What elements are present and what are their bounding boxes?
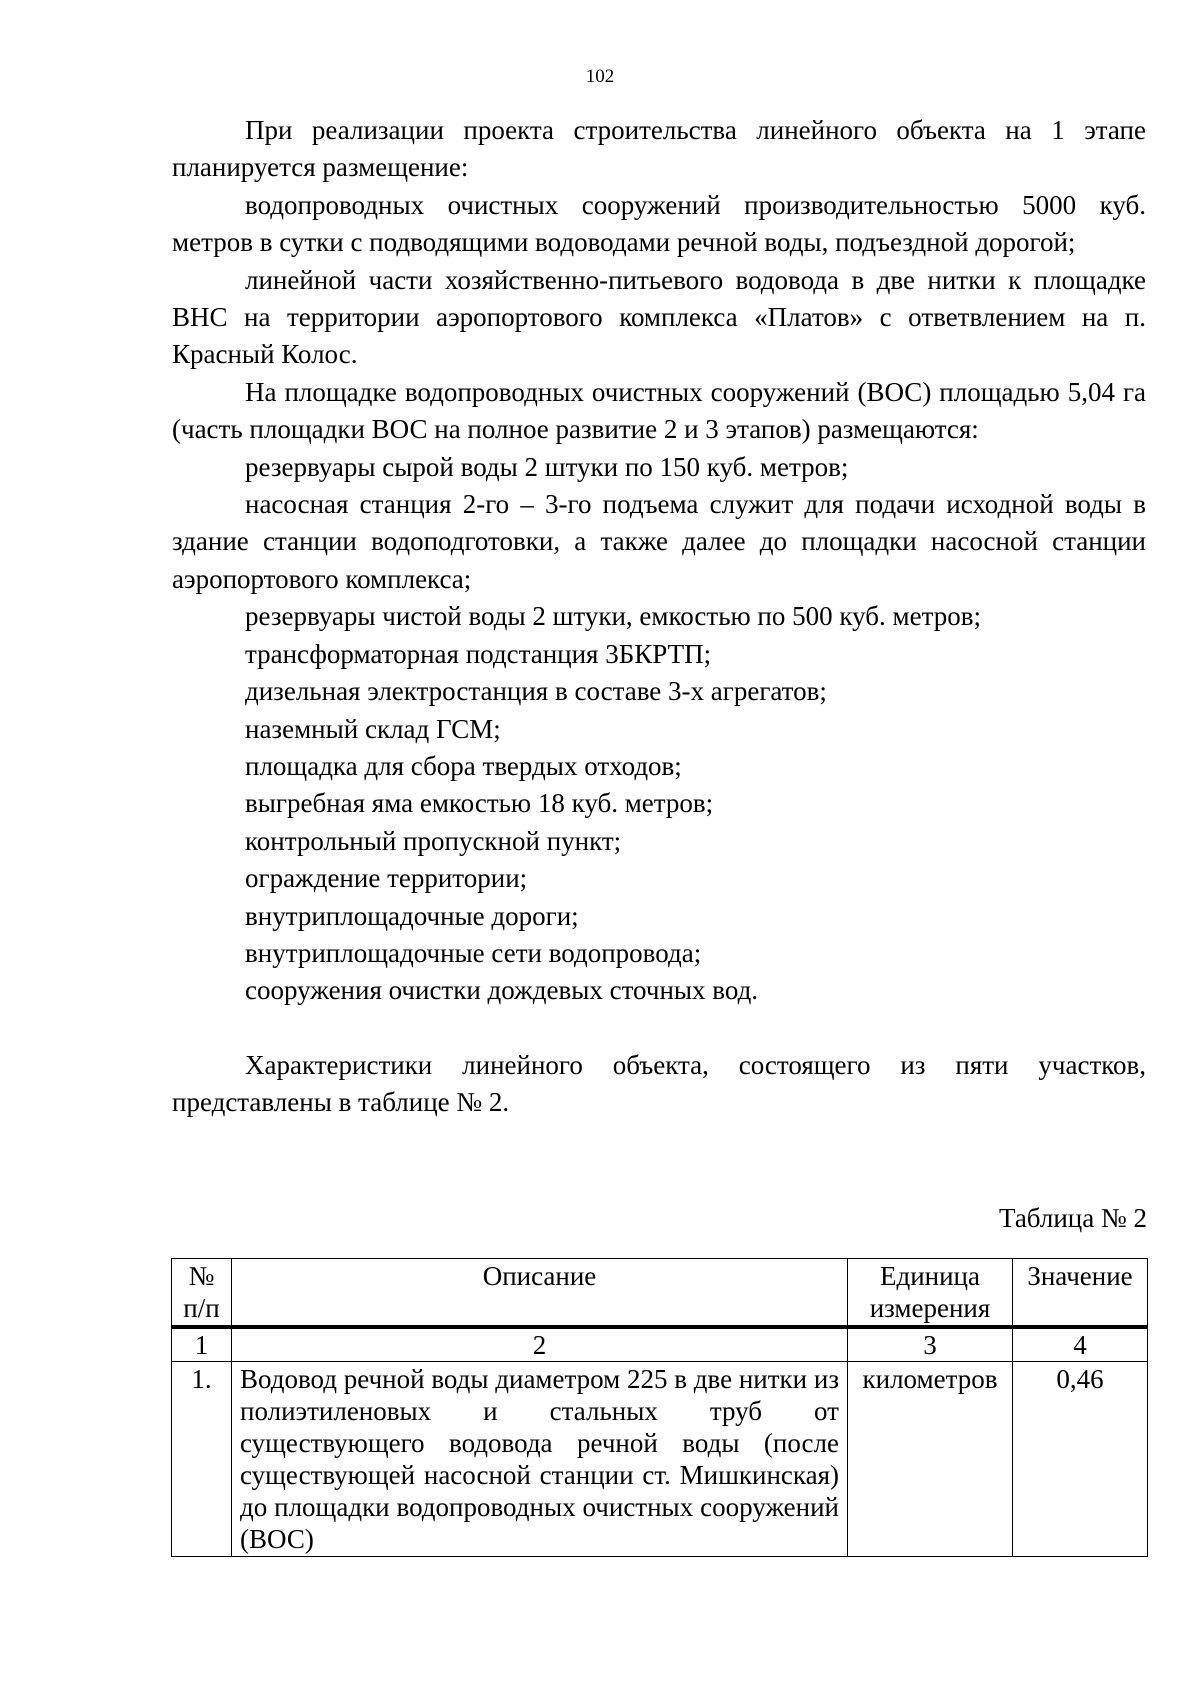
characteristics-table <box>171 1258 1148 1557</box>
column-number-row <box>172 1327 1148 1362</box>
header-unit: Единица измерения <box>848 1259 1013 1328</box>
table-caption: Таблица № 2 <box>999 1203 1147 1233</box>
header-description: Описание <box>232 1259 848 1328</box>
header-value: Значение <box>1013 1259 1148 1328</box>
page-number: 102 <box>585 66 615 87</box>
list-item: сооружения очистки дождевых сточных вод. <box>245 975 759 1006</box>
paragraph-site: На площадке водопроводных очистных сооружений (ВОС) площадью 5,04 га (часть площадки ВОС на полное развитие 2 и 3 этапов) размещаются: <box>172 376 1146 445</box>
list-item: внутриплощадочные дороги; <box>245 900 579 931</box>
column-number: 4 <box>1013 1327 1148 1362</box>
column-number: 3 <box>848 1327 1013 1362</box>
paragraph-gap <box>172 1010 1146 1047</box>
document-body <box>172 112 1146 1122</box>
paragraph-pump-station: насосная станция 2-го – 3-го подъема служит для подачи исходной воды в здание станции водоподготовки, а также далее до площадки насосной станции аэропортового комплекса; <box>172 489 1146 594</box>
list-item: площадка для сбора твердых отходов; <box>245 750 682 781</box>
paragraph-intro: При реализации проекта строительства линейного объекта на 1 этапе планируется размещение: <box>172 115 1146 183</box>
list-item: внутриплощадочные сети водопровода; <box>245 937 702 968</box>
row-description: Водовод речной воды диаметром 225 в две нитки из полиэтиленовых и стальных труб от существующего водовода речной воды (после существующей насосной станции ст. Мишкинская) до площадки водопроводных очистных сооружений (ВОС) <box>232 1362 848 1557</box>
row-value: 0,46 <box>1013 1362 1148 1557</box>
row-num: 1. <box>172 1362 232 1557</box>
table-header-row <box>172 1259 1148 1328</box>
list-item: наземный склад ГСМ; <box>245 713 501 744</box>
list-item: контрольный пропускной пункт; <box>245 825 622 856</box>
row-unit: километров <box>848 1362 1013 1557</box>
list-item: резервуары чистой воды 2 штуки, емкостью по 500 куб. метров; <box>245 601 981 632</box>
paragraph-table-reference: Характеристики линейного объекта, состоящего из пяти участков, представлены в таблице № 2. <box>172 1049 1146 1118</box>
column-number: 2 <box>232 1327 848 1362</box>
paragraph-linear-part: линейной части хозяйственно-питьевого водовода в две нитки к площадке ВНС на территории аэропортового комплекса «Платов» с ответвлением на п. Красный Колос. <box>172 264 1146 370</box>
paragraph-treatment-facilities: водопроводных очистных сооружений производительностью 5000 куб. метров в сутки с подводящими водоводами речной воды, подъездной дорогой; <box>172 189 1146 258</box>
list-item: трансформаторная подстанция 3БКРТП; <box>245 638 712 669</box>
table-row <box>172 1362 1148 1557</box>
list-item: выгребная яма емкостью 18 куб. метров; <box>245 788 714 819</box>
header-num: № п/п <box>172 1259 232 1328</box>
list-item: дизельная электростанция в составе 3-х агрегатов; <box>245 676 827 707</box>
column-number: 1 <box>172 1327 232 1362</box>
list-item: ограждение территории; <box>245 863 528 894</box>
list-item: резервуары сырой воды 2 штуки по 150 куб. метров; <box>245 451 849 482</box>
